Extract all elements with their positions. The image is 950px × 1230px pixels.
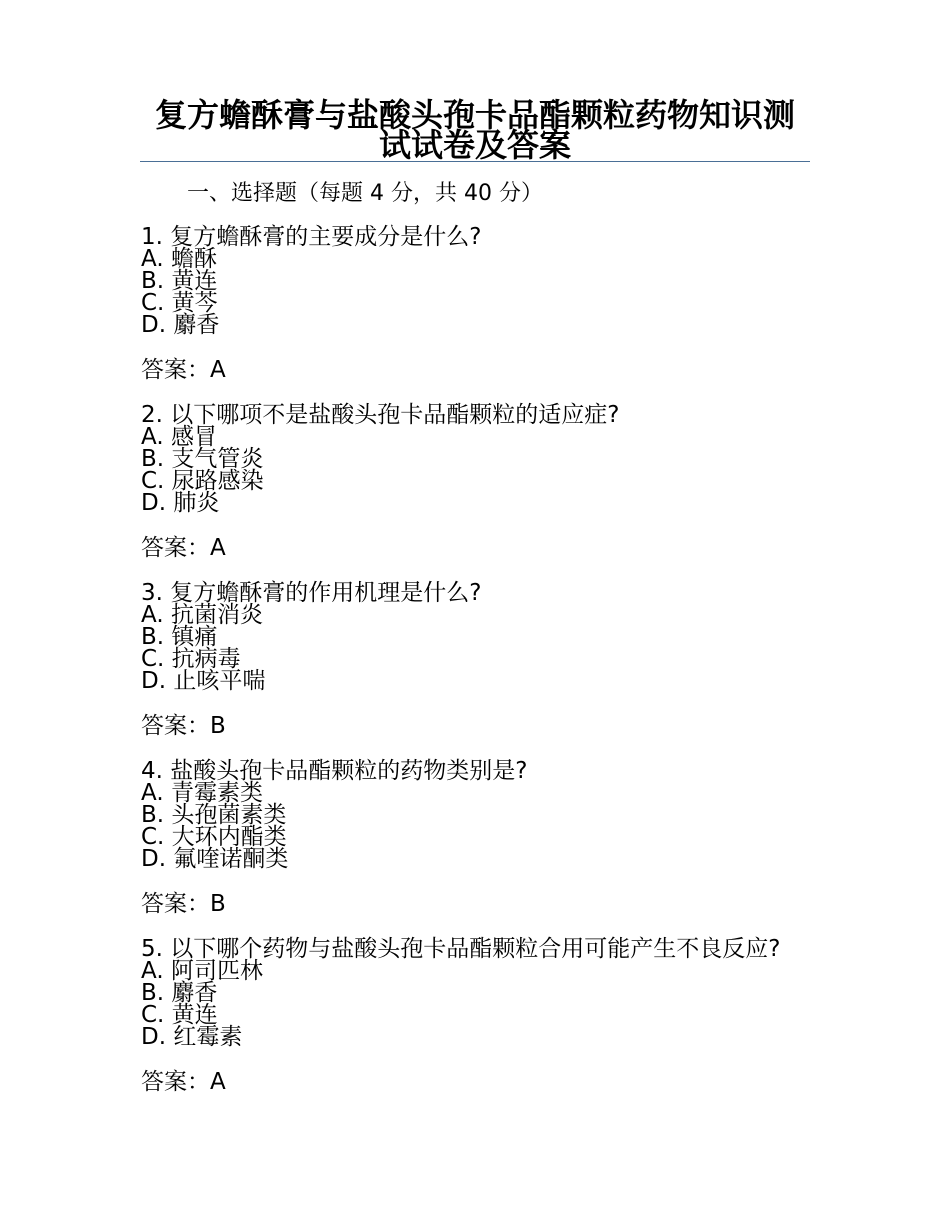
option-b: B. 黄连 [141, 268, 218, 294]
option-d: D. 止咳平喘 [141, 668, 266, 694]
question-2 [141, 404, 811, 562]
option-b: B. 头孢菌素类 [141, 802, 287, 828]
question-5 [141, 938, 811, 1096]
document-title: 复方蟾酥膏与盐酸头孢卡品酯颗粒药物知识测试试卷及答案 [154, 96, 795, 164]
option-a: A. 抗菌消炎 [141, 602, 263, 628]
answer-text: 答案：A [141, 535, 226, 561]
answer-text: 答案：A [141, 357, 226, 383]
section-heading: 一、选择题（每题 4 分，共 40 分） [187, 181, 543, 206]
answer-text: 答案：B [141, 713, 226, 739]
option-list [141, 604, 811, 692]
option-c: C. 尿路感染 [141, 468, 264, 494]
option-d: D. 麝香 [141, 312, 220, 338]
question-stem: 5. 以下哪个药物与盐酸头孢卡品酯颗粒合用可能产生不良反应? [141, 936, 781, 962]
option-list [141, 782, 811, 870]
option-list [141, 426, 811, 514]
question-3 [141, 582, 811, 740]
question-1 [141, 226, 811, 384]
option-c: C. 黄连 [141, 1002, 218, 1028]
option-b: B. 麝香 [141, 980, 218, 1006]
option-c: C. 黄芩 [141, 290, 218, 316]
option-c: C. 大环内酯类 [141, 824, 287, 850]
option-d: D. 肺炎 [141, 490, 220, 516]
question-stem: 3. 复方蟾酥膏的作用机理是什么? [141, 580, 482, 606]
option-a: A. 蟾酥 [141, 246, 217, 272]
answer-text: 答案：B [141, 891, 226, 917]
option-list [141, 960, 811, 1048]
question-4 [141, 760, 811, 918]
answer-text: 答案：A [141, 1069, 226, 1095]
option-a: A. 感冒 [141, 424, 217, 450]
option-b: B. 支气管炎 [141, 446, 264, 472]
title-underline [140, 161, 810, 162]
question-stem: 1. 复方蟾酥膏的主要成分是什么? [141, 224, 482, 250]
question-list [141, 226, 811, 1116]
option-c: C. 抗病毒 [141, 646, 241, 672]
option-b: B. 镇痛 [141, 624, 218, 650]
option-d: D. 红霉素 [141, 1024, 243, 1050]
question-stem: 4. 盐酸头孢卡品酯颗粒的药物类别是? [141, 758, 528, 784]
option-a: A. 阿司匹林 [141, 958, 263, 984]
option-list [141, 248, 811, 336]
option-a: A. 青霉素类 [141, 780, 263, 806]
question-stem: 2. 以下哪项不是盐酸头孢卡品酯颗粒的适应症? [141, 402, 620, 428]
option-d: D. 氟喹诺酮类 [141, 846, 289, 872]
